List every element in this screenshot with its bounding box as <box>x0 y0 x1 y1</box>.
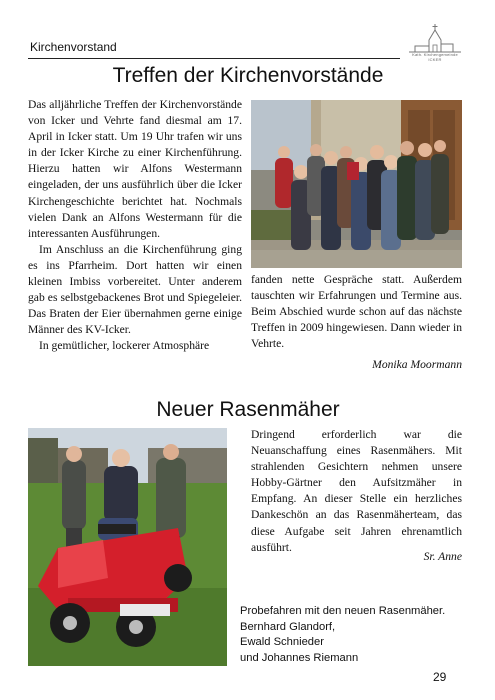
author-signature: Monika Moormann <box>372 358 462 371</box>
logo-text: Kath. Kirchengemeinde ICKER <box>412 52 458 62</box>
article1-column2 <box>251 272 462 352</box>
article2-text: Dringend erforderlich war die Neuanschaffung eines Rasenmähers. Mit strahlenden Gesichtern nehmen unsere Hobby-Gärtner den Aufsitzmäher in Empfang. An dieser Stelle ein herzliches Dankeschön an das Rasenmäherteam, das diese Aufgabe seit Jahren ehrenamtlich ausführt. <box>251 428 462 554</box>
article1-paragraph: Das alljährliche Treffen der Kirchenvorstände von Icker und Vehrte fand diesmal am 17. April in Icker statt. Um 19 Uhr trafen wir uns in der Icker Kirche zu einer Kirchenführung. Hierzu hatten wir Alfons Westermann eingeladen, der uns ausführlich über die Icker Kirchengeschichte berichtet hat. Nochmals vielen Dank an Alfons Westermann für die interessanten Ausführungen. <box>28 98 242 240</box>
caption-line: Bernhard Glandorf, <box>240 620 336 633</box>
header-divider <box>28 58 400 59</box>
author-signature: Sr. Anne <box>423 550 462 563</box>
article1-paragraph: Im Anschluss an die Kirchenführung ging es ins Pfarrheim. Dort hatten wir einen kleinen Imbiss vorbereitet. Unter anderem gab es selbstgebackenes Brot und Spiegeleier. Das Braten der Eier übernahmen gerne einige Männer des KV-Icker. <box>28 242 242 337</box>
article1-column1 <box>28 97 242 355</box>
article-title-rasenmaeher: Neuer Rasenmäher <box>156 398 340 421</box>
caption-line: Ewald Schnieder <box>240 636 324 648</box>
caption-line: Probefahren mit den neuen Rasenmäher. <box>240 605 446 617</box>
section-header: Kirchenvorstand <box>30 40 117 54</box>
lawnmower-photo <box>28 428 227 666</box>
article1-paragraph: In gemütlicher, lockerer Atmosphäre <box>39 339 210 353</box>
caption-line: und Johannes Riemann <box>240 651 359 664</box>
article-title-kirchenvorstaende: Treffen der Kirchenvorstände <box>112 64 384 87</box>
page-number: 29 <box>433 670 447 684</box>
article1-paragraph: fanden nette Gespräche statt. Außerdem tauschten wir Erfahrungen und Termine aus. Beim Abschied wurde schon auf das nächste Treffen in 2009 hingewiesen. Dann wieder in Vehrte. <box>251 273 462 351</box>
photo-caption <box>240 604 470 666</box>
group-photo <box>251 100 462 268</box>
